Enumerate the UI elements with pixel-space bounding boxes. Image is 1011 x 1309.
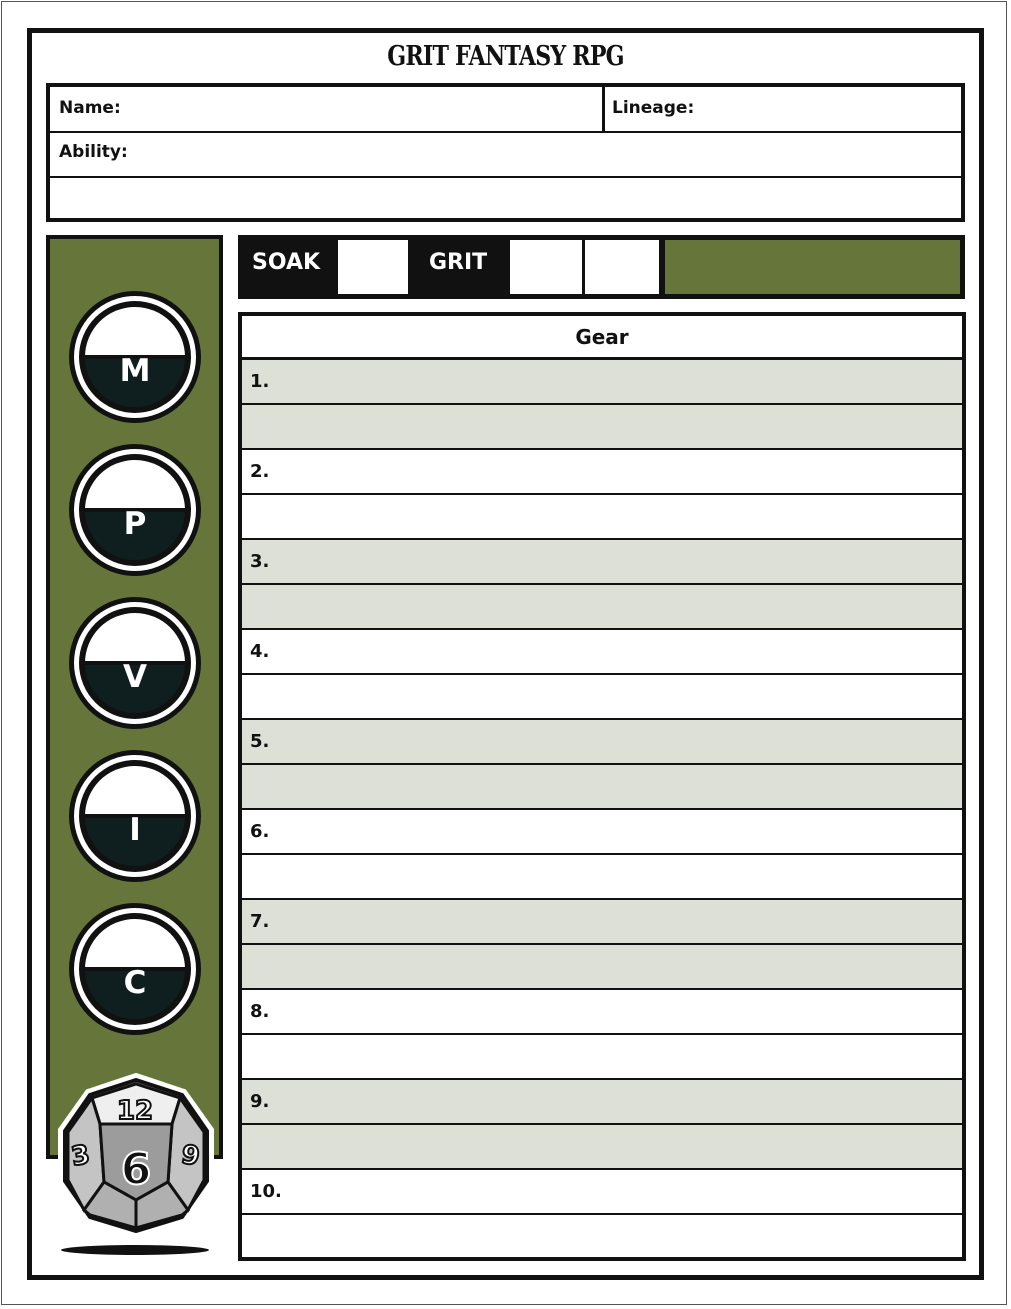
attribute-letter: C [123,965,147,1001]
gear-table [238,312,966,1261]
attribute-letter: P [123,506,147,542]
d12-right-number: 9 [178,1139,202,1173]
soak-label: SOAK [252,250,321,275]
gear-item-number: 1. [250,371,270,392]
name-row [50,87,961,133]
gear-row[interactable] [242,450,962,495]
gear-item-number: 10. [250,1181,282,1202]
stat-bar [238,235,965,299]
attribute-c[interactable] [69,903,201,1035]
ability-label: Ability: [59,142,128,162]
gear-row-extra[interactable] [242,1035,962,1080]
attribute-letter: I [129,812,141,848]
gear-header: Gear [242,316,962,360]
gear-row[interactable] [242,1170,962,1215]
gear-row[interactable] [242,630,962,675]
attribute-i[interactable] [69,750,201,882]
ability-row[interactable] [50,133,961,178]
gear-item-number: 3. [250,551,270,572]
d12-left-number: 3 [69,1139,93,1173]
gear-row[interactable] [242,540,962,585]
gear-row[interactable] [242,720,962,765]
gear-row-extra[interactable] [242,675,962,720]
gear-row-extra[interactable] [242,585,962,630]
d12-center-number: 6 [120,1144,152,1195]
gear-item-number: 9. [250,1091,270,1112]
attribute-v[interactable] [69,597,201,729]
grit-label: GRIT [429,250,488,275]
lineage-field[interactable] [602,87,962,131]
soak-box[interactable] [338,240,408,294]
gear-item-number: 8. [250,1001,270,1022]
gear-row-extra[interactable] [242,405,962,450]
ability-field-line[interactable] [50,178,961,218]
attribute-p[interactable] [69,444,201,576]
lineage-label: Lineage: [612,98,695,118]
grit-box-2[interactable] [585,240,659,294]
gear-row-extra[interactable] [242,765,962,810]
gear-row[interactable] [242,900,962,945]
gear-row-extra[interactable] [242,855,962,900]
gear-item-number: 7. [250,911,270,932]
gear-row[interactable] [242,1080,962,1125]
sheet-title: GRIT FANTASY RPG [387,41,624,72]
attribute-might[interactable] [69,291,201,423]
gear-row-extra[interactable] [242,1125,962,1170]
gear-row-extra[interactable] [242,495,962,540]
gear-row-extra[interactable] [242,1215,962,1260]
stat-bar-fill [665,240,960,294]
d12-die-icon [56,1072,216,1262]
attribute-letter: V [123,659,147,695]
d12-top-number: 12 [116,1096,154,1126]
gear-row[interactable] [242,810,962,855]
attribute-letter: M [119,353,151,389]
gear-item-number: 5. [250,731,270,752]
gear-row[interactable] [242,360,962,405]
gear-item-number: 4. [250,641,270,662]
gear-row-extra[interactable] [242,945,962,990]
name-label: Name: [59,98,121,118]
gear-row[interactable] [242,990,962,1035]
grit-box-1[interactable] [510,240,582,294]
gear-item-number: 2. [250,461,270,482]
gear-item-number: 6. [250,821,270,842]
identity-section [46,83,965,222]
